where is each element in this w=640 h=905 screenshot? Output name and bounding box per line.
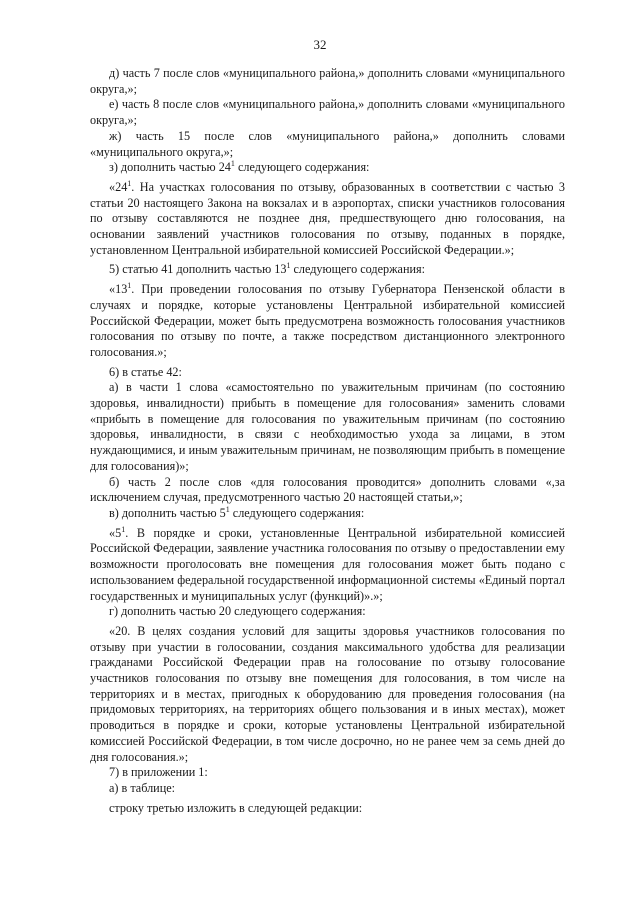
paragraph-part-13-1: «$13^1$. При проведении голосования по отзыву Губернатора Пензенской области в случаях и порядке, которые установлены Центральной избирательной комиссией Российской Федерации, может быть предусмотрена возможность голосования участников голосования по отзыву по почте, а также посредством дистанционного электронного голосования.»;: [90, 281, 565, 359]
superscript: 1: [127, 281, 132, 291]
paragraph-a-table: а) в таблице:: [109, 780, 176, 795]
superscript: 1: [225, 504, 230, 514]
page-number: 32: [313, 37, 327, 52]
paragraph-row-three: строку третью изложить в следующей редакции:: [109, 800, 363, 815]
superscript: 1: [127, 178, 132, 188]
paragraph-d: д) часть 7 после слов «муниципального района,» дополнить словами «муниципального округа,»;: [90, 66, 565, 96]
superscript: 1: [286, 261, 291, 271]
paragraph-e: е) часть 8 после слов «муниципального района,» дополнить словами «муниципального округа,»;: [90, 97, 565, 128]
paragraph-part-24-1: «$24^1$. На участках голосования по отзыву, образованных в соответствии с частью 3 статьи 20 настоящего Закона на вокзалах и в аэропортах, списки участников голосования по отзыву составляются не позднее дня, предшествующего дню голосования, на основании заявлений участников голосования по отзыву, поданных в порядке, установленном Центральной избирательной комиссией Российской Федерации.»;: [90, 178, 565, 257]
paragraph-g: г) дополнить частью 20 следующего содержания:: [109, 604, 366, 619]
paragraph-z: з) дополнить частью $24^1$ следующего содержания:: [109, 159, 370, 175]
superscript: 1: [230, 159, 235, 169]
paragraph-part-20: «20. В целях создания условий для защиты здоровья участников голосования по отзыву при участии в голосовании, создания максимального удобства для реализации гражданами Российской Федерации прав на голосование по отзыву голосование участников голосования по отзыву вне помещения для голосования, в том числе на территориях и в местах, пригодных к оборудованию для проведения голосования (на придомовых территориях, на территориях общего пользования и в иных местах), может проводиться в порядке и сроки, которые установлены Центральной избирательной комиссией Российской Федерации, в том числе досрочно, но не ранее чем за семь дней до дня голосования.»;: [90, 623, 565, 764]
paragraph-v: в) дополнить частью $5^1$ следующего содержания:: [109, 504, 365, 520]
paragraph-b: б) часть 2 после слов «для голосования проводится» дополнить словами «,за исключением случая, предусмотренного частью 20 настоящей статьи,»;: [90, 474, 565, 505]
paragraph-part-5-1: «$5^1$. В порядке и сроки, установленные Центральной избирательной комиссией Российской Федерации, заявление участника голосования по отзыву о предоставлении ему возможности проголосовать вне помещения для голосования может быть подано с использованием федеральной государственной информационной системы «Единый портал государственных и муниципальных услуг (функций)».»;: [90, 524, 565, 603]
paragraph-item-5: 5) статью 41 дополнить частью $13^1$ следующего содержания:: [109, 261, 425, 277]
paragraph-zh: ж) часть 15 после слов «муниципального района,» дополнить словами «муниципального округа,»;: [90, 128, 565, 159]
document-body: [90, 66, 565, 816]
superscript: 1: [121, 524, 126, 534]
paragraph-a: а) в части 1 слова «самостоятельно по уважительным причинам (по состоянию здоровья, инвалидности) прибыть в помещение для голосования» заменить словами «прибыть в помещение для голосования по уважительным причинам (по состоянию здоровья, инвалидности, в связи с необходимостью ухода за лицами, в этом нуждающимися, и иным уважительным причинам, не позволяющим прибыть в помещение для голосования)»;: [90, 380, 565, 473]
paragraph-item-7: 7) в приложении 1:: [109, 765, 208, 780]
paragraph-item-6: 6) в статье 42:: [109, 364, 182, 379]
